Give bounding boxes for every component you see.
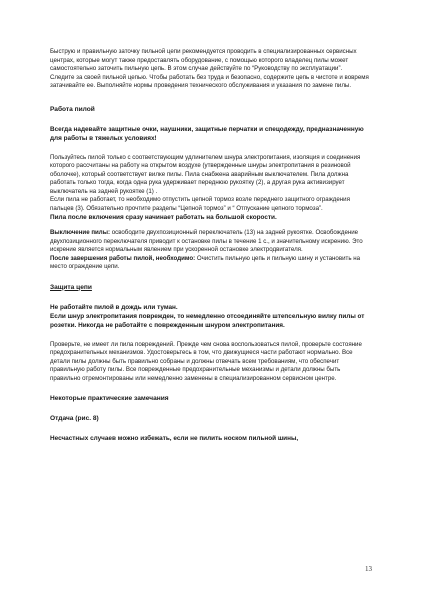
document-page [50,48,372,443]
paragraph-chain-sharpening: Быструю и правильную заточку пильной цепи рекомендуется проводить в специализированных сервисных центрах, которые могут также предоставлять оборудование, с помощью которого владелец пилы может самостоятельно заточить пильную цепь. В этом случае действуйте по “Руководству по эксплуатации”. [50,48,357,72]
paragraph-after-work [50,255,372,272]
warning-kickback: Несчастных случаев можно избежать, если не пилить носком пильной шины, [50,435,299,442]
paragraph-chain-care: Следите за своей пильной цепью. Чтобы работать без труда и безопасно, содержите цепь в чистоте и вовремя затачивайте ее. Выполняйте нормы проведения технического обслуживания и указания по замене пилы. [50,73,369,89]
heading-practical-notes: Некоторые практические замечания [50,395,169,402]
switch-off-label: Выключение пилы: [50,229,110,236]
paragraph-extension-cord: Пользуйтесь пилой только с соответствующим удлинителем шнура электропитания, изоляция и соединения которого рассчитаны на работу на открытом воздухе (утвержденные шнуры электропитания в резиновой оболочке), который соответствует вилке пилы. Пила снабжена аварийным выключателем. Пила должна работать только тогда, когда одна рука удерживает переднюю рукоятку (2), а другая рука активизирует выключатель на задней рукоятке (1) . [50,153,361,195]
heading-kickback: Отдача (рис. 8) [50,415,99,422]
warning-protective-gear: Всегда надевайте защитные очки, наушники, защитные перчатки и спецодежду, предназначенную для работы в тяжелых условиях! [50,125,364,142]
heading-chain-protection: Защита цепи [50,283,92,291]
paragraph-damage-check: Проверьте, не имеет ли пила повреждений. Прежде чем снова воспользоваться пилой, проверьте состояние предохранительных механизмов. Удостоверьтесь в том, что движущиеся части работают нормально. Все детали пилы должны быть правильно собраны и должны отвечать всем требованиям, что обеспечит правильную работу пилы. Все поврежденные предохранительные механизмы и детали должны быть правильно отремонтированы или немедленно заменены в специализированном сервисном центре. [50,340,362,382]
page-number: 13 [365,565,372,573]
warning-damaged-cord: Если шнур электропитания поврежден, то немедленно отсоединяйте штепсельную вилку пилы от розетки. Никогда не работайте с поврежденным шнуром электропитания. [50,312,365,329]
paragraph-switch-off [50,229,372,255]
paragraph-chain-brake: Если пила не работает, то необходимо отпустить цепной тормоз возле переднего защитного ограждения пальцев (3). Обязательно прочтите разделы “Цепной тормоз” и “ Отпускание цепного тормоза”. [50,196,350,212]
warning-rain: Не работайте пилой в дождь или туман. [50,303,178,311]
after-work-label: После завершения работы пилой, необходимо: [50,254,196,262]
switch-off-text: освободите двухпозиционный переключатель (13) на задней рукоятке. Освобождение двухпозиционного переключателя приводит к остановке пилы в течение 1 с., и значительному искрению. Это искрение является нормальным явлением при ускоренной остановке электродвигателя. [50,229,363,253]
heading-working-with-saw: Работа пилой [50,105,95,113]
warning-high-speed: Пила после включения сразу начинает работать на большой скорости. [50,214,277,221]
after-work-text: Очистить пильную цепь и пильную шину и установить на место ограждение цепи. [50,254,361,270]
